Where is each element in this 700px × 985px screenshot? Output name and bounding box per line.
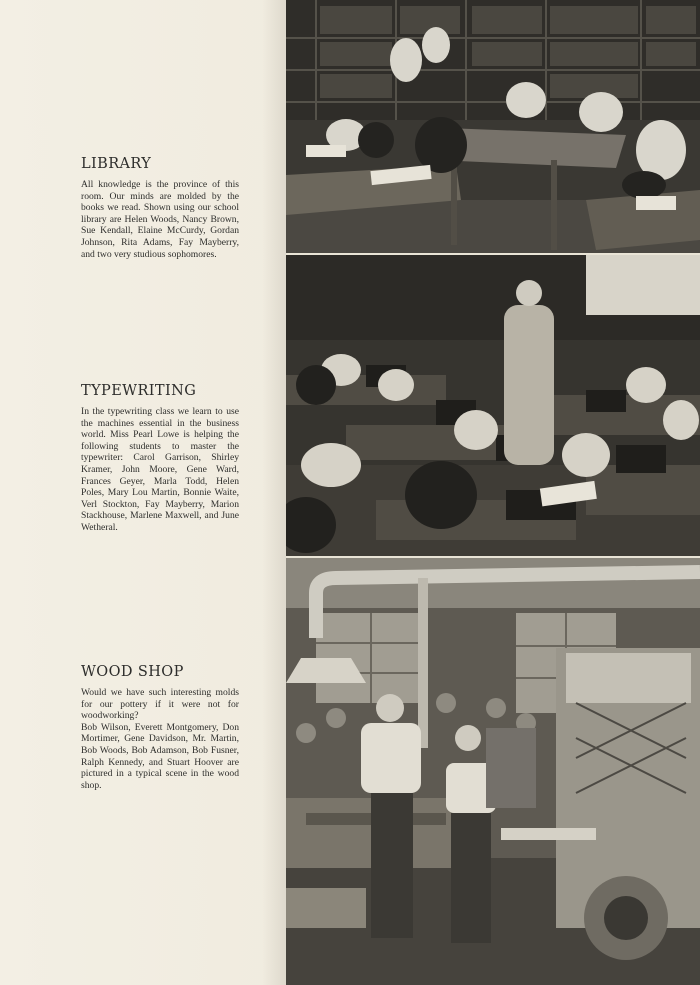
library-heading: LIBRARY — [81, 156, 152, 172]
library-photo — [286, 0, 700, 253]
wood-shop-photo — [286, 558, 700, 985]
page-gutter-shadow — [262, 0, 286, 985]
library-caption: All knowledge is the province of this room. Our minds are molded by the books we read. Shown using our school library are Helen Woods, Nancy Brown, Sue Kendall, Elaine McCurdy, Gordan Johnson, Rita Adams, Fay Mayberry, and two very studious sophomores. — [81, 179, 239, 260]
typewriting-photo — [286, 255, 700, 556]
library-section — [81, 156, 239, 260]
wood-shop-section — [81, 664, 239, 791]
typewriting-section — [81, 383, 239, 534]
wood-shop-intro: Would we have such interesting molds for our pottery if it were not for woodworking? — [81, 687, 239, 722]
typewriting-caption: In the typewriting class we learn to use the machines essential in the business world. Miss Pearl Lowe is helping the following students to master the typewriter: Carol Garrison, Shirley Kramer, John Moore, Gene Ward, Frances Geyer, Marla Todd, Helen Poles, Mary Lou Martin, Bonnie Waite, Verl Stockton, Fay Mayberry, Marion Stackhouse, Marlene Maxwell, and June Wetheral. — [81, 406, 239, 533]
wood-shop-heading: WOOD SHOP — [81, 664, 184, 680]
wood-shop-caption: Bob Wilson, Everett Montgomery, Don Mortimer, Gene Davidson, Mr. Martin, Bob Woods, Bob Adamson, Bob Fusner, Ralph Kennedy, and Stuart Hoover are pictured in a typical scene in the wood shop. — [81, 721, 239, 791]
typewriting-heading: TYPEWRITING — [81, 383, 197, 399]
